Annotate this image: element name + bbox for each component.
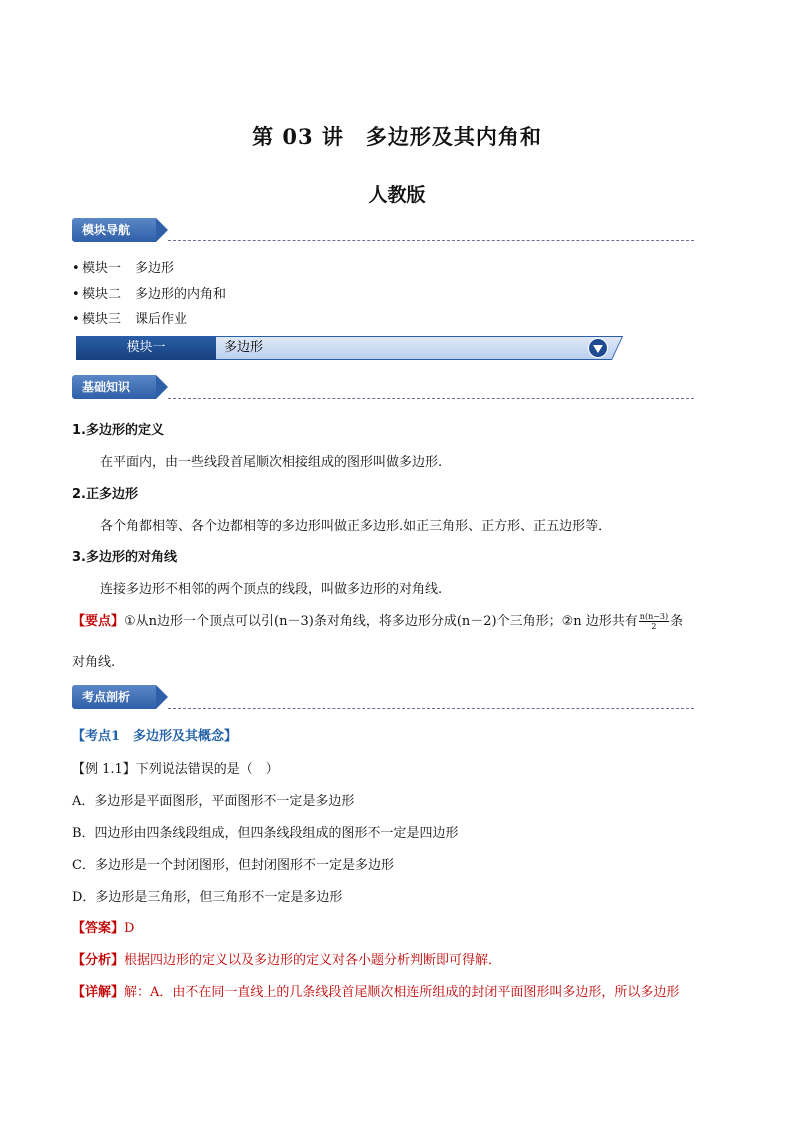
section-divider [168, 240, 694, 241]
heading-definition: 1.多边形的定义 [72, 423, 164, 438]
paragraph-regular-polygon: 各个角都相等、各个边都相等的多边形叫做正多边形.如正三角形、正方形、正五边形等． [100, 519, 612, 534]
option-d: D．多边形是三角形，但三角形不一定是多边形 [72, 890, 343, 905]
key-point-tag: 【要点】 [72, 614, 125, 629]
section-tab-basic: 基础知识 [72, 375, 156, 399]
chevron-down-icon [588, 338, 608, 358]
detail-text: 解：A．由不在同一直线上的几条线段首尾顺次相连所组成的封闭平面图形叫多边形，所以多边形 [124, 985, 680, 1000]
module-bar-title: 多边形 [224, 340, 264, 355]
answer-line [72, 917, 134, 936]
answer-tag: 【答案】 [72, 921, 125, 936]
answer-value: D [124, 921, 135, 936]
key-point-continued: 对角线. [72, 655, 116, 670]
bullet: • [72, 287, 80, 302]
module-bar-left: 模块一 [76, 336, 216, 360]
detail-line [72, 981, 679, 1000]
example-question: 【例 1.1】下列说法错误的是（ ） [72, 762, 279, 777]
option-b: B．四边形由四条线段组成，但四条线段组成的图形不一定是四边形 [72, 826, 459, 841]
nav-text: 课后作业 [135, 312, 188, 327]
detail-tag: 【详解】 [72, 985, 125, 1000]
nav-label: 模块三 [82, 312, 122, 327]
section-divider [168, 398, 694, 399]
circled-number-2: ② [561, 614, 574, 629]
section-divider [168, 708, 694, 709]
circled-number-1: ① [124, 614, 136, 629]
option-c: C．多边形是一个封闭图形，但封闭图形不一定是多边形 [72, 858, 394, 873]
heading-regular-polygon: 2.正多边形 [72, 487, 138, 502]
paragraph-diagonal: 连接多边形不相邻的两个顶点的线段，叫做多边形的对角线. [100, 582, 443, 597]
fraction [639, 612, 669, 631]
exam-point-heading: 【考点1 多边形及其概念】 [72, 729, 238, 744]
bullet: • [72, 261, 80, 276]
analysis-line [72, 949, 501, 968]
paragraph-definition: 在平面内，由一些线段首尾顺次相接组成的图形叫做多边形. [100, 455, 443, 470]
nav-text: 多边形 [135, 261, 175, 276]
nav-item-2 [72, 283, 226, 302]
heading-diagonal: 3.多边形的对角线 [72, 550, 177, 565]
nav-item-3 [72, 308, 187, 327]
section-tab-exam: 考点剖析 [72, 685, 156, 709]
module-bar-right [200, 336, 623, 360]
analysis-tag: 【分析】 [72, 953, 125, 968]
key-point-text-3: 条 [670, 614, 684, 629]
module-bar [76, 336, 612, 360]
page-subtitle: 人教版 [368, 184, 426, 206]
fraction-numerator: n(n−3) [639, 612, 669, 621]
analysis-text: 根据四边形的定义以及多边形的定义对各小题分析判断即可得解． [124, 953, 502, 968]
bullet: • [72, 312, 80, 327]
nav-label: 模块一 [82, 261, 122, 276]
nav-item-1 [72, 257, 174, 276]
page-title: 第 03 讲 多边形及其内角和 [252, 124, 542, 149]
key-point [72, 610, 683, 631]
section-tab-navigation: 模块导航 [72, 218, 156, 242]
option-a: A．多边形是平面图形，平面图形不一定是多边形 [72, 794, 355, 809]
key-point-text-1: 从n边形一个顶点可以引(n－3)条对角线，将多边形分成(n－2)个三角形； [135, 614, 562, 629]
key-point-text-2: n 边形共有 [573, 614, 638, 629]
fraction-denominator: 2 [651, 622, 657, 631]
nav-label: 模块二 [82, 287, 122, 302]
nav-text: 多边形的内角和 [135, 287, 227, 302]
